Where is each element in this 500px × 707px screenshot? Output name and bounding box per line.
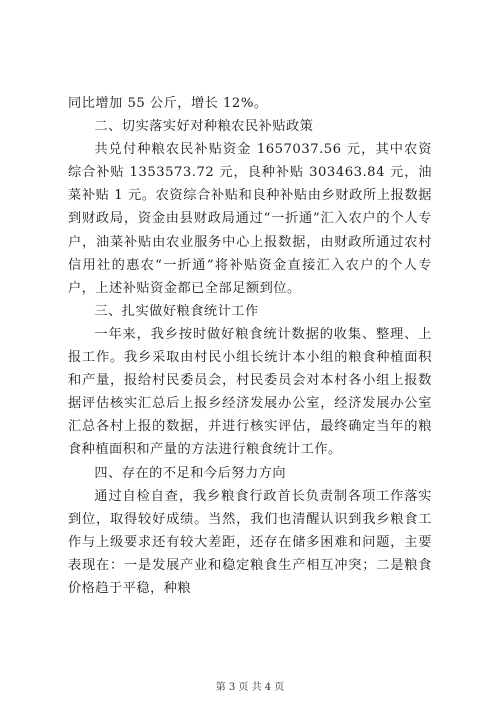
paragraph-1: 同比增加 55 公斤，增长 12%。: [68, 96, 268, 111]
section-heading-4: 四、存在的不足和今后努力方向: [94, 465, 287, 481]
paragraph-statistics: 一年来，我乡按时做好粮食统计数据的收集、整理、上报工作。我乡采取由村民小组长统计本小组的粮食种植面积和产量，报给村民委员会，村民委员会对本村各小组上报数据评估核实汇总后上报乡经济发展办公室，经济发展办公室汇总各村上报的数据，并进行核实评估，最终确定当年的粮食种植面积和产量的方法进行粮食统计工作。: [68, 326, 432, 458]
document-body: [68, 92, 432, 600]
section-heading-3: 三、扎实做好粮食统计工作: [94, 303, 259, 319]
page-footer: 第 3 页 共 4 页: [215, 682, 285, 693]
paragraph-shortcomings: 通过自检自查，我乡粮食行政首长负责制各项工作落实到位，取得较好成绩。当然，我们也清醒认识到我乡粮食工作与上级要求还有较大差距，还存在储多困难和问题，主要表现在：一是发展产业和稳定粮食生产相互冲突；二是粮食价格趋于平稳，种粮: [68, 488, 432, 596]
section-heading-2: 二、切实落实好对种粮农民补贴政策: [94, 119, 314, 135]
paragraph-subsidy: 共兑付种粮农民补贴资金 1657037.56 元，其中农资综合补贴 1353573.72 元，良种补贴 303463.84 元，油菜补贴 1 元。农资综合补贴和良种补贴由乡财政所上报数据到财政局，资金由县财政局通过“一折通”汇入农户的个人专户，油菜补贴由农业服务中心上报数据，由财政所通过农村信用社的惠农“一折通”将补贴资金直接汇入农户的个人专户，上述补贴资金都已全部足额到位。: [68, 142, 432, 296]
